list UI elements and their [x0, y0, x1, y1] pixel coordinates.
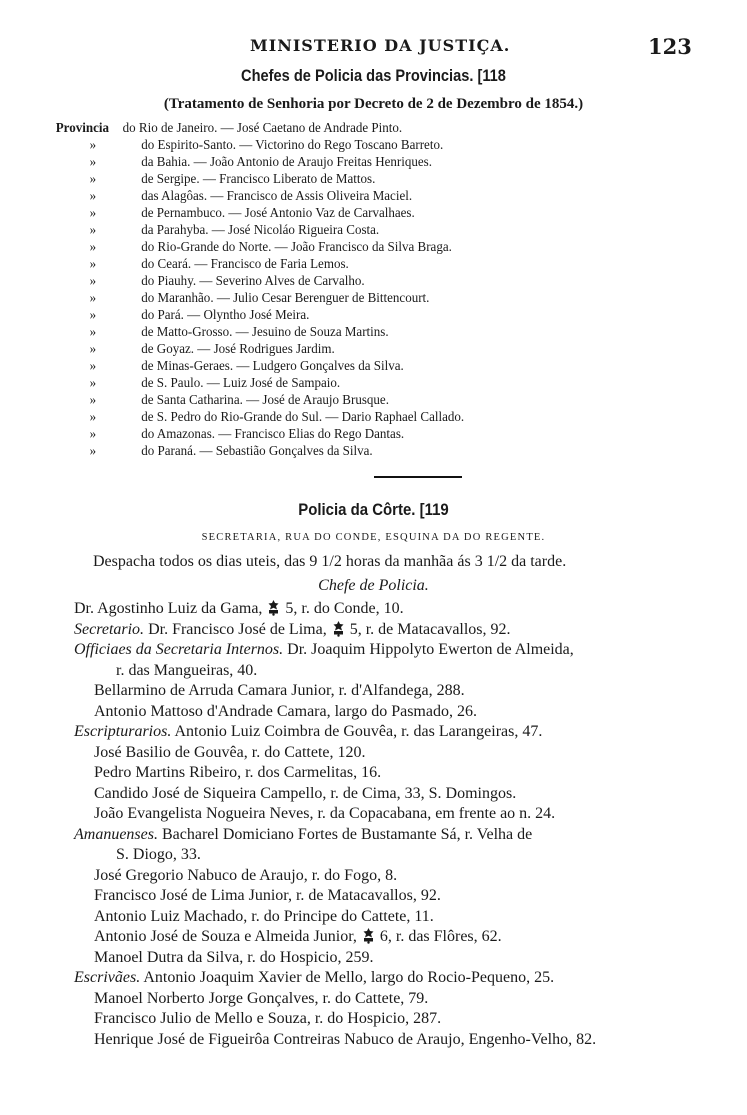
- ditto-mark: [65, 273, 141, 290]
- corte-staff-list: [74, 599, 714, 1050]
- entry-text: S. Diogo, 33.: [116, 846, 201, 863]
- province-row: [65, 154, 586, 171]
- ditto-mark: [65, 290, 141, 307]
- order-crest-icon: [266, 599, 281, 616]
- province-row: [65, 375, 586, 392]
- province-chief-text: da Parahyba. — José Nicoláo Rigueira Costa.: [141, 223, 380, 238]
- ditto-mark: [65, 358, 141, 375]
- entry-text: José Basilio de Gouvêa, r. do Cattete, 120.: [94, 743, 366, 761]
- ditto-mark: [65, 392, 141, 409]
- provinces-section-title: Chefes de Policia das Provincias. [118: [241, 66, 506, 85]
- section-divider: [374, 476, 462, 478]
- ditto-glyph: »: [89, 155, 97, 170]
- ditto-glyph: »: [89, 376, 97, 391]
- ditto-glyph: »: [89, 206, 97, 221]
- province-row: [65, 188, 586, 205]
- province-chief-text: do Rio de Janeiro. — José Caetano de Andrade Pinto.: [122, 121, 403, 136]
- staff-entry: [74, 763, 714, 784]
- province-row: [55, 120, 586, 137]
- ministry-title: MINISTERIO DA JUSTIÇA.: [250, 36, 511, 55]
- ditto-glyph: »: [89, 359, 97, 374]
- role-label: Amanuenses.: [74, 825, 158, 843]
- ditto-mark: [65, 307, 141, 324]
- ditto-mark: [65, 324, 141, 341]
- provinces-list: [55, 120, 625, 460]
- province-chief-text: do Ceará. — Francisco de Faria Lemos.: [141, 257, 349, 272]
- role-label: Escrivães.: [74, 969, 141, 986]
- entry-text-after-crest: 5, r. do Conde, 10.: [281, 600, 404, 617]
- ditto-mark: [65, 341, 141, 358]
- province-lead: Provincia: [55, 121, 109, 136]
- ditto-glyph: »: [89, 138, 97, 153]
- ditto-mark: [65, 443, 141, 460]
- entry-text: Bacharel Domiciano Fortes de Bustamante Sá, r. Velha de: [157, 825, 533, 843]
- role-label: Secretario.: [74, 620, 145, 638]
- staff-entry: [74, 722, 714, 743]
- province-chief-text: de Pernambuco. — José Antonio Vaz de Carvalhaes.: [141, 206, 415, 221]
- ditto-glyph: »: [89, 172, 97, 187]
- staff-entry: [74, 907, 714, 928]
- province-chief-text: do Pará. — Olyntho José Meira.: [141, 308, 310, 323]
- province-chief-text: do Espirito-Santo. — Victorino do Rego Toscano Barreto.: [141, 138, 444, 153]
- entry-text: Manoel Norberto Jorge Gonçalves, r. do Cattete, 79.: [94, 989, 429, 1007]
- ditto-mark: [65, 154, 141, 171]
- staff-entry: [74, 825, 714, 846]
- staff-entry: [74, 886, 714, 907]
- page-number: 123: [648, 34, 692, 59]
- province-chief-text: da Bahia. — João Antonio de Araujo Freitas Henriques.: [141, 155, 432, 170]
- corte-section-title: Policia da Côrte. [119: [298, 500, 449, 519]
- provinces-section-subtitle: (Tratamento de Senhoria por Decreto de 2 de Dezembro de 1854.): [163, 96, 584, 112]
- entry-text: Pedro Martins Ribeiro, r. dos Carmelitas, 16.: [94, 764, 382, 781]
- entry-text: r. das Mangueiras, 40.: [116, 661, 258, 679]
- ditto-glyph: »: [89, 308, 97, 323]
- province-row: [65, 392, 586, 409]
- entry-text: Antonio Mattoso d'Andrade Camara, largo do Pasmado, 26.: [94, 702, 477, 720]
- staff-entry: [74, 702, 714, 723]
- entry-text: José Gregorio Nabuco de Araujo, r. do Fogo, 8.: [94, 866, 398, 884]
- entry-text: João Evangelista Nogueira Neves, r. da Copacabana, em frente ao n. 24.: [94, 805, 556, 822]
- staff-entry: [74, 866, 714, 887]
- staff-entry: [74, 784, 714, 805]
- staff-entry: [74, 599, 714, 620]
- entry-text: Antonio Luiz Coimbra de Gouvêa, r. das Larangeiras, 47.: [171, 723, 543, 740]
- province-row: [65, 273, 586, 290]
- province-row: [65, 171, 586, 188]
- ditto-glyph: »: [89, 223, 97, 238]
- entry-text: Candido José de Siqueira Campello, r. de Cima, 33, S. Domingos.: [94, 784, 517, 802]
- ditto-glyph: »: [89, 240, 97, 255]
- ditto-mark: [65, 256, 141, 273]
- ditto-mark: [65, 239, 141, 256]
- province-chief-text: de S. Paulo. — Luiz José de Sampaio.: [141, 376, 341, 391]
- staff-entry: [74, 1030, 714, 1051]
- staff-entry: [74, 968, 714, 989]
- ditto-mark: [65, 426, 141, 443]
- entry-text: Bellarmino de Arruda Camara Junior, r. d'Alfandega, 288.: [94, 682, 465, 699]
- staff-entry: [74, 804, 714, 825]
- province-chief-text: das Alagôas. — Francisco de Assis Oliveira Maciel.: [141, 189, 413, 204]
- ditto-glyph: »: [89, 189, 97, 204]
- entry-text: Antonio Joaquim Xavier de Mello, largo do Rocio-Pequeno, 25.: [140, 969, 555, 986]
- staff-entry: [74, 681, 714, 702]
- role-label: Escripturarios.: [74, 723, 172, 740]
- ditto-glyph: »: [89, 444, 97, 459]
- entry-text-after-crest: 5, r. de Matacavallos, 92.: [345, 620, 511, 638]
- province-chief-text: de S. Pedro do Rio-Grande do Sul. — Dario Raphael Callado.: [141, 410, 465, 425]
- province-row: [65, 222, 586, 239]
- province-chief-text: de Matto-Grosso. — Jesuino de Souza Martins.: [141, 325, 389, 340]
- province-row: [65, 443, 586, 460]
- province-row: [65, 358, 586, 375]
- province-chief-text: do Amazonas. — Francisco Elias do Rego Dantas.: [141, 427, 405, 442]
- ditto-mark: [65, 171, 141, 188]
- chef-heading: Chefe de Policia.: [318, 577, 429, 594]
- province-row: [65, 205, 586, 222]
- ditto-mark: [65, 375, 141, 392]
- entry-text: Francisco José de Lima Junior, r. de Matacavallos, 92.: [94, 887, 441, 904]
- office-hours: Despacha todos os dias uteis, das 9 1/2 horas da manhãa ás 3 1/2 da tarde.: [93, 553, 567, 570]
- entry-text: Henrique José de Figueirôa Contreiras Nabuco de Araujo, Engenho-Velho, 82.: [94, 1030, 597, 1048]
- entry-text: Dr. Joaquim Hippolyto Ewerton de Almeida,: [283, 641, 574, 658]
- ditto-glyph: »: [89, 291, 97, 306]
- ditto-glyph: »: [89, 257, 97, 272]
- entry-text: Antonio Luiz Machado, r. do Principe do Cattete, 11.: [94, 907, 434, 925]
- province-chief-text: do Piauhy. — Severino Alves de Carvalho.: [141, 274, 365, 289]
- province-chief-text: do Rio-Grande do Norte. — João Francisco da Silva Braga.: [141, 240, 452, 255]
- ditto-glyph: »: [89, 427, 97, 442]
- ditto-glyph: »: [89, 342, 97, 357]
- province-row: [65, 290, 586, 307]
- ditto-mark: [65, 409, 141, 426]
- province-row: [65, 409, 586, 426]
- order-crest-icon: [361, 927, 376, 944]
- staff-entry: [74, 640, 714, 661]
- staff-entry: [74, 620, 714, 641]
- ditto-glyph: »: [89, 325, 97, 340]
- province-chief-text: de Minas-Geraes. — Ludgero Gonçalves da Silva.: [141, 359, 404, 374]
- province-row: [65, 426, 586, 443]
- staff-entry: [74, 845, 714, 866]
- entry-text: Dr. Francisco José de Lima,: [144, 620, 331, 638]
- order-crest-icon: [331, 620, 346, 637]
- ditto-mark: [65, 222, 141, 239]
- staff-entry: [74, 948, 714, 969]
- staff-entry: [74, 989, 714, 1010]
- ditto-glyph: »: [89, 410, 97, 425]
- province-row: [65, 341, 586, 358]
- ditto-glyph: »: [89, 274, 97, 289]
- province-chief-text: de Santa Catharina. — José de Araujo Brusque.: [141, 393, 389, 408]
- running-header: [0, 32, 747, 62]
- entry-text: Manoel Dutra da Silva, r. do Hospicio, 259.: [94, 948, 374, 966]
- role-label: Officiaes da Secretaria Internos.: [74, 641, 284, 658]
- ditto-mark: [65, 188, 141, 205]
- staff-entry: [74, 927, 714, 948]
- province-chief-text: de Sergipe. — Francisco Liberato de Mattos.: [141, 172, 376, 187]
- staff-entry: [74, 743, 714, 764]
- entry-text: Dr. Agostinho Luiz da Gama,: [74, 600, 267, 617]
- province-chief-text: do Maranhão. — Julio Cesar Berenguer de Bittencourt.: [141, 291, 430, 306]
- staff-entry: [74, 661, 714, 682]
- province-row: [65, 137, 586, 154]
- staff-entry: [74, 1009, 714, 1030]
- province-row: [65, 307, 586, 324]
- ditto-mark: [65, 205, 141, 222]
- ditto-glyph: »: [89, 393, 97, 408]
- province-row: [65, 256, 586, 273]
- province-chief-text: do Paraná. — Sebastião Gonçalves da Silva.: [141, 444, 373, 459]
- entry-text: Francisco Julio de Mello e Souza, r. do Hospicio, 287.: [94, 1010, 442, 1027]
- entry-text: Antonio José de Souza e Almeida Junior,: [94, 928, 361, 945]
- province-row: [65, 239, 586, 256]
- province-chief-text: de Goyaz. — José Rodrigues Jardim.: [141, 342, 335, 357]
- province-row: [65, 324, 586, 341]
- secretaria-address: SECRETARIA, RUA DO CONDE, ESQUINA DA DO REGENTE.: [201, 532, 546, 543]
- ditto-mark: [65, 137, 141, 154]
- entry-text-after-crest: 6, r. das Flôres, 62.: [375, 928, 502, 945]
